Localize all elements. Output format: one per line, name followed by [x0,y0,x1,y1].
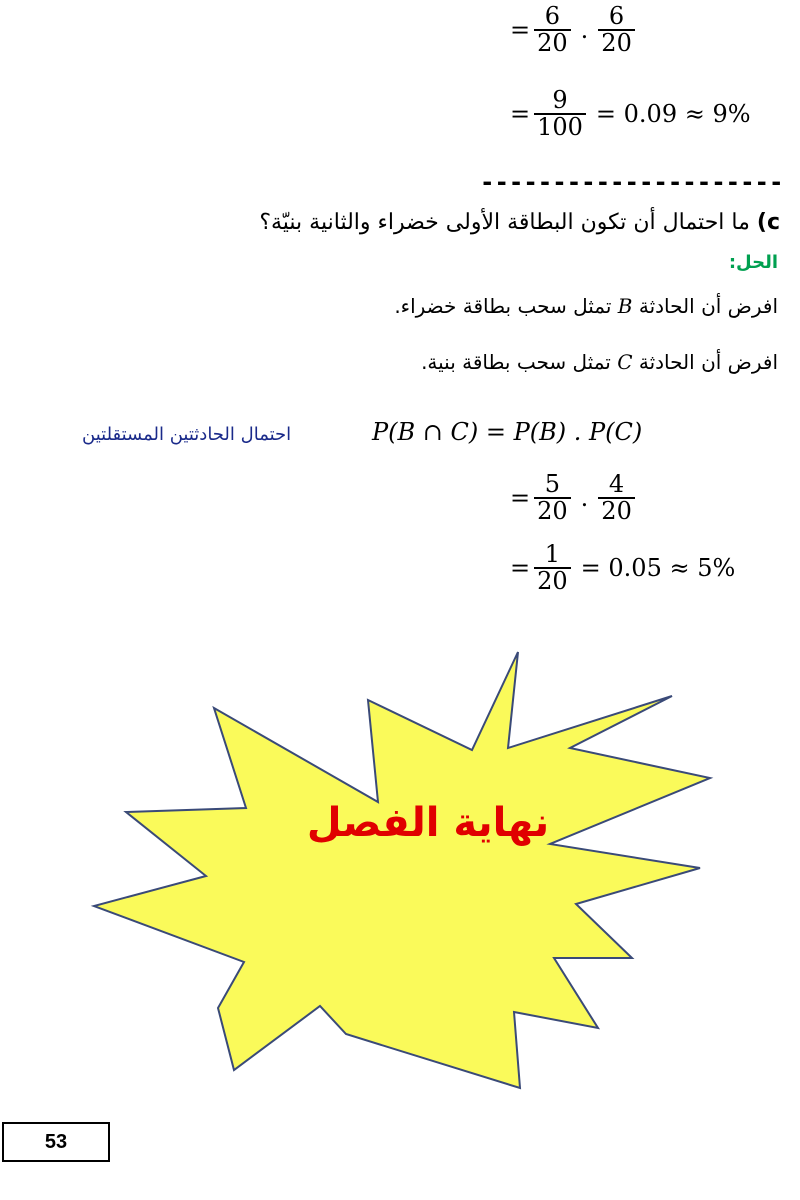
variable-c: C [617,350,633,374]
dashed-separator: --------------------- [480,168,784,196]
independent-events-note: احتمال الحادثتين المستقلتين [82,424,292,445]
fraction: $\frac{4}{20}$ [598,472,635,524]
result-value: = 0.09 ≈ 9% [595,100,751,129]
fraction: $\frac{5}{20}$ [534,472,571,524]
fraction: $\frac{6}{20}$ [534,4,571,56]
fraction: $\frac{9}{100}$ [534,88,586,140]
equals-sign: = [510,554,531,583]
end-of-chapter-title: نهاية الفصل [306,800,550,846]
fraction: $\frac{6}{20}$ [598,4,635,56]
equals-sign: = [510,484,531,513]
fraction: $\frac{1}{20}$ [534,542,571,594]
dot-operator: . [580,16,589,45]
page-number: 53 [2,1122,110,1162]
assumption-b: افرض أن الحادثة B تمثل سحب بطاقة خضراء. [394,294,778,318]
solution-label: الحل: [728,252,778,273]
assumption-c: افرض أن الحادثة C تمثل سحب بطاقة بنية. [421,350,778,374]
dot-operator: . [580,484,589,513]
question-label: c) [756,210,780,235]
variable-b: B [617,294,633,318]
equals-sign: = [510,100,531,129]
question-text: ما احتمال أن تكون البطاقة الأولى خضراء والثانية بنيّة؟ [259,210,750,235]
result-value: = 0.05 ≈ 5% [580,554,736,583]
starburst-shape [94,652,710,1088]
equals-sign: = [510,16,531,45]
probability-formula: P(B ∩ C) = P(B) . P(C) [372,418,643,446]
